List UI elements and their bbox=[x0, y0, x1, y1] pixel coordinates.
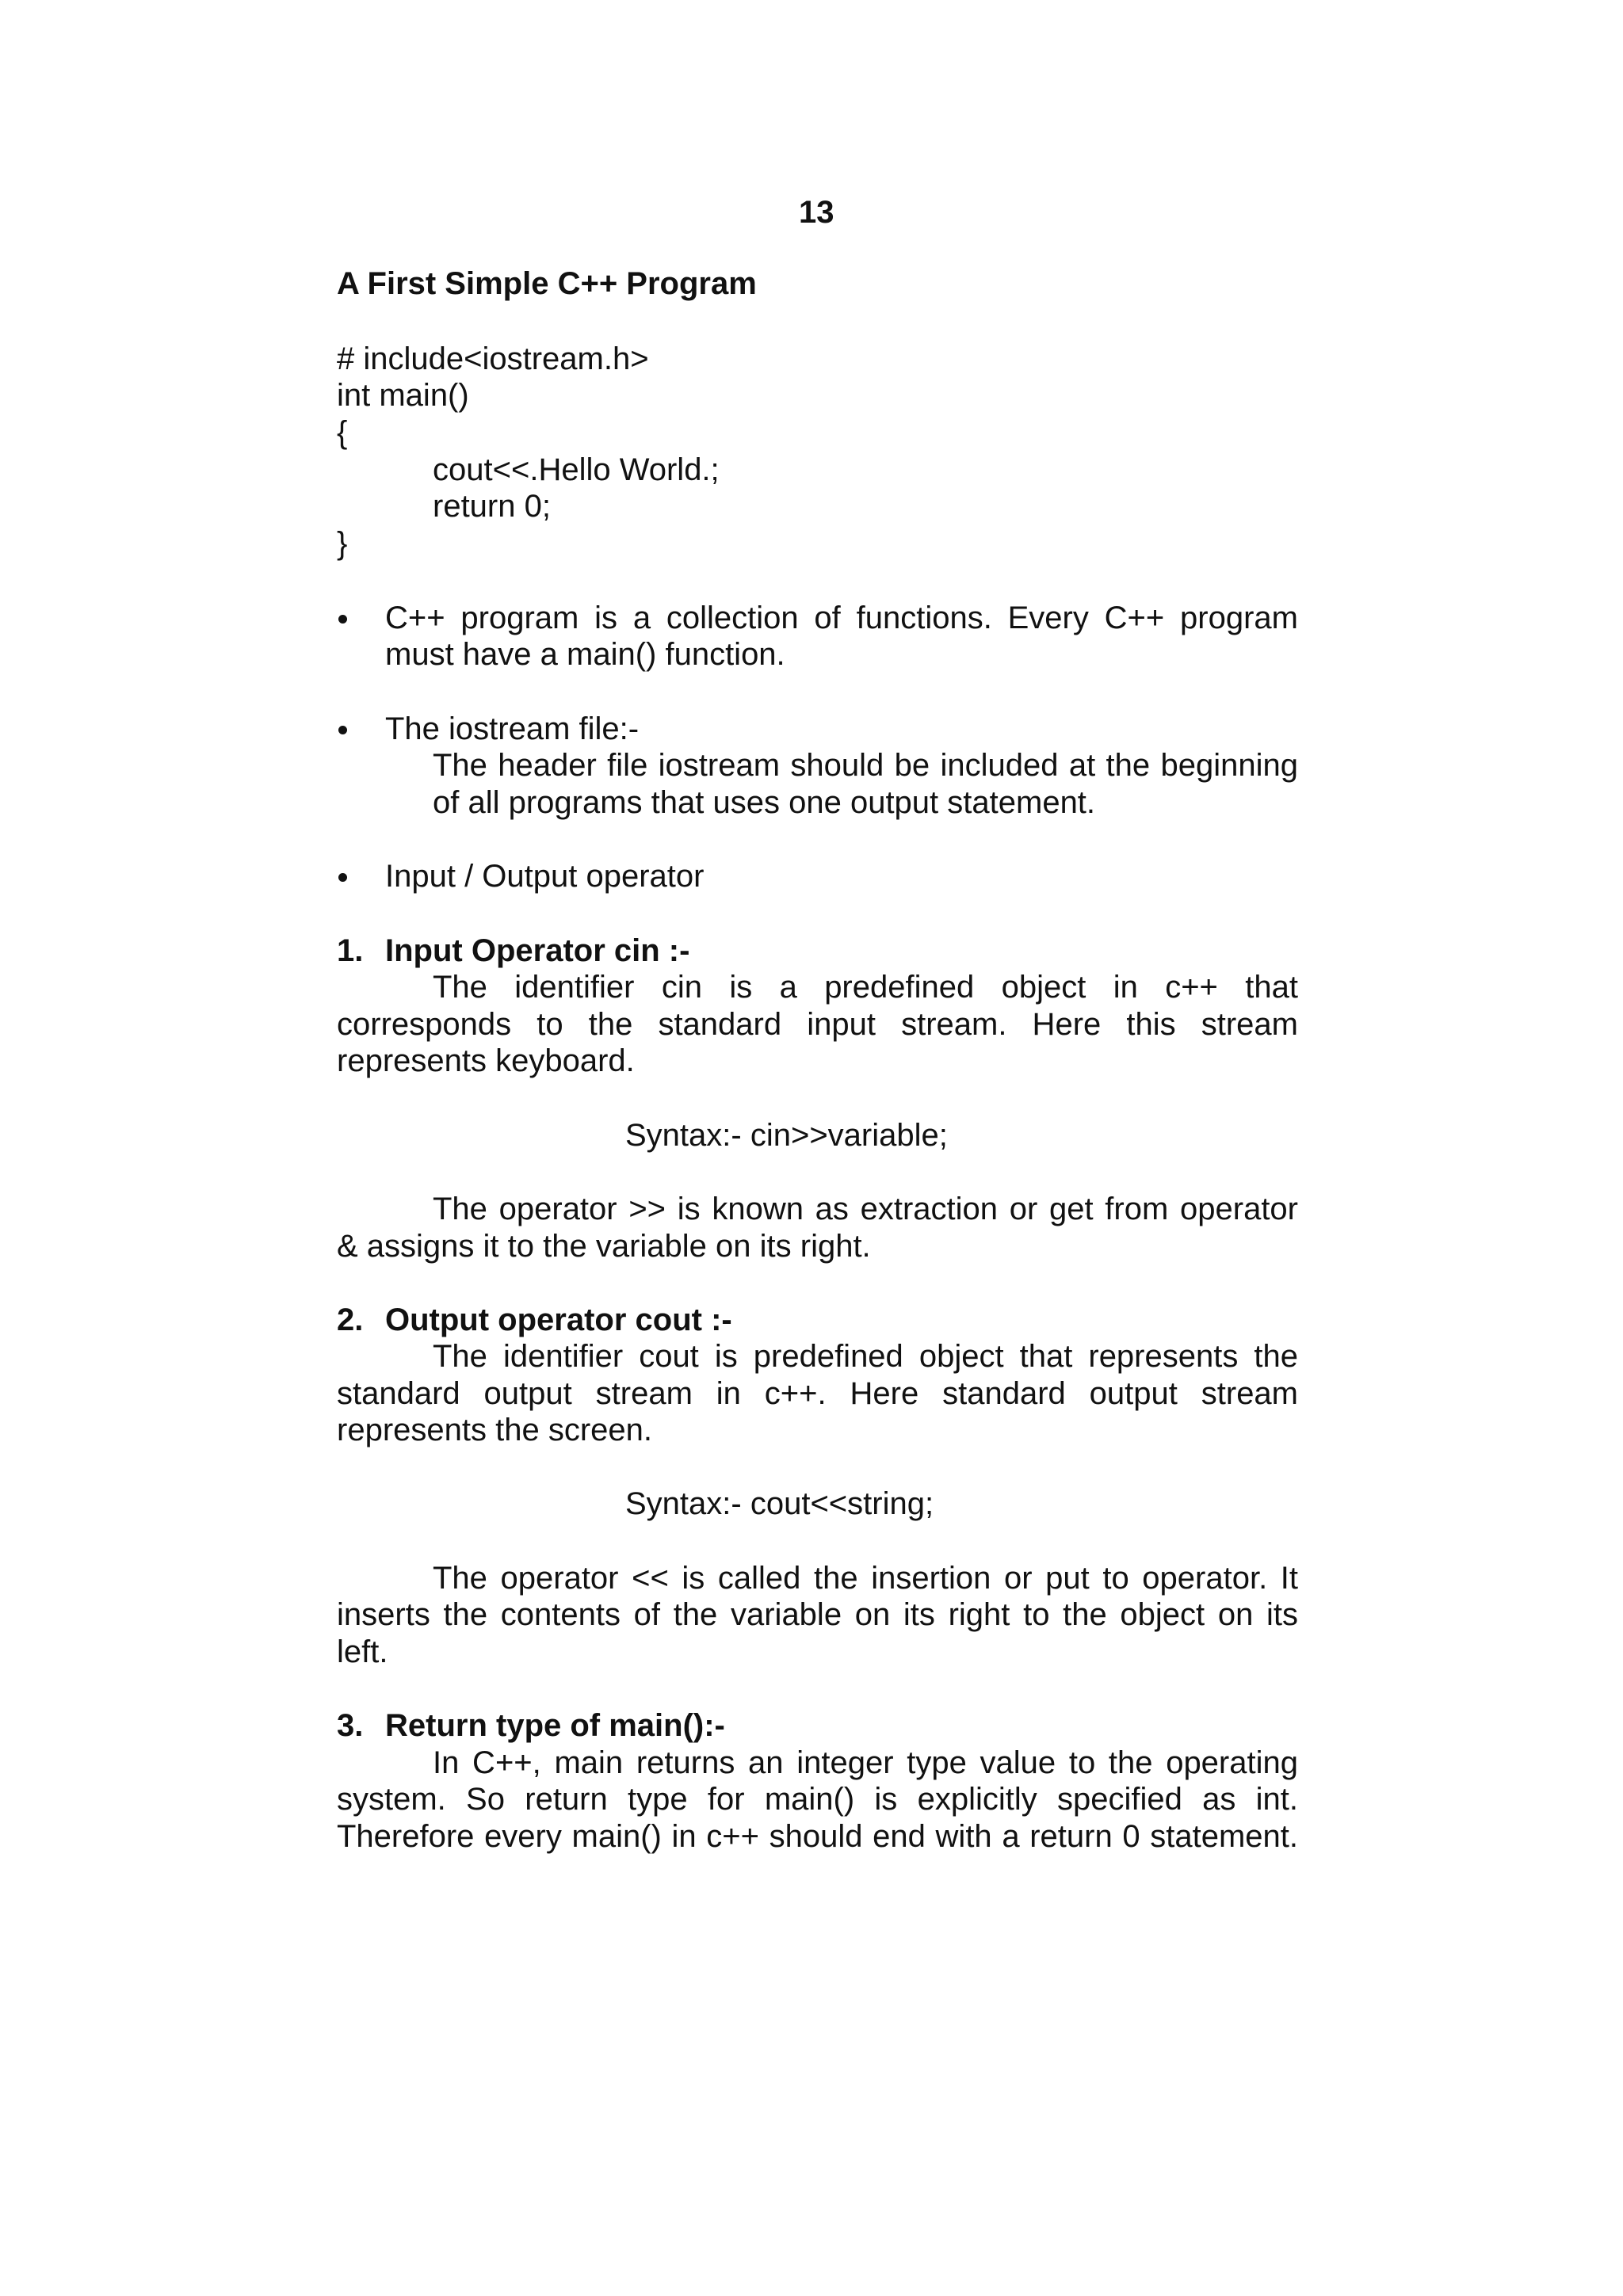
section-number: 1. bbox=[337, 933, 364, 968]
section-number: 3. bbox=[337, 1708, 364, 1743]
syntax-line: Syntax:- cout<<string; bbox=[625, 1486, 934, 1521]
paragraph-line: represents the screen. bbox=[337, 1413, 652, 1447]
section-heading: Return type of main():- bbox=[385, 1708, 725, 1743]
bullet-text: of all programs that uses one output statement. bbox=[433, 785, 1096, 820]
bullet-dot bbox=[338, 873, 347, 882]
section-heading: Output operator cout :- bbox=[385, 1302, 732, 1337]
paragraph-line: system. So return type for main() is explicitly specified as int. bbox=[337, 1782, 1298, 1817]
code-line: { bbox=[337, 415, 348, 450]
bullet-text: must have a main() function. bbox=[385, 637, 785, 672]
section-number: 2. bbox=[337, 1302, 364, 1337]
code-line: int main() bbox=[337, 378, 469, 413]
paragraph-line: corresponds to the standard input stream. Here this stream bbox=[337, 1007, 1298, 1042]
code-line: # include<iostream.h> bbox=[337, 341, 649, 376]
bullet-text: Input / Output operator bbox=[385, 859, 705, 894]
paragraph-line: The identifier cin is a predefined object in c++ that bbox=[433, 970, 1298, 1005]
bullet-text: The header file iostream should be included at the beginning bbox=[433, 748, 1298, 783]
section-heading: Input Operator cin :- bbox=[385, 933, 690, 968]
paragraph-line: Therefore every main() in c++ should end with a return 0 statement. bbox=[337, 1819, 1298, 1854]
page-title: A First Simple C++ Program bbox=[337, 266, 757, 301]
paragraph-line: The operator << is called the insertion or put to operator. It bbox=[433, 1561, 1298, 1596]
paragraph-line: The identifier cout is predefined object that represents the bbox=[433, 1339, 1298, 1374]
syntax-line: Syntax:- cin>>variable; bbox=[625, 1118, 948, 1153]
code-line: cout<<.Hello World.; bbox=[433, 452, 720, 487]
paragraph-line: standard output stream in c++. Here standard output stream bbox=[337, 1376, 1298, 1411]
paragraph-line: & assigns it to the variable on its right. bbox=[337, 1229, 871, 1264]
paragraph-line: In C++, main returns an integer type value to the operating bbox=[433, 1745, 1298, 1780]
paragraph-line: inserts the contents of the variable on its right to the object on its bbox=[337, 1597, 1298, 1632]
bullet-heading: The iostream file:- bbox=[385, 711, 640, 746]
paragraph-line: left. bbox=[337, 1634, 388, 1669]
code-line: } bbox=[337, 526, 348, 561]
paragraph-line: The operator >> is known as extraction or get from operator bbox=[433, 1192, 1298, 1226]
code-line: return 0; bbox=[433, 489, 551, 524]
bullet-dot bbox=[338, 726, 347, 734]
bullet-text: C++ program is a collection of functions. Every C++ program bbox=[385, 601, 1298, 635]
bullet-dot bbox=[338, 615, 347, 624]
paragraph-line: represents keyboard. bbox=[337, 1043, 635, 1078]
page-number: 13 bbox=[799, 195, 834, 230]
